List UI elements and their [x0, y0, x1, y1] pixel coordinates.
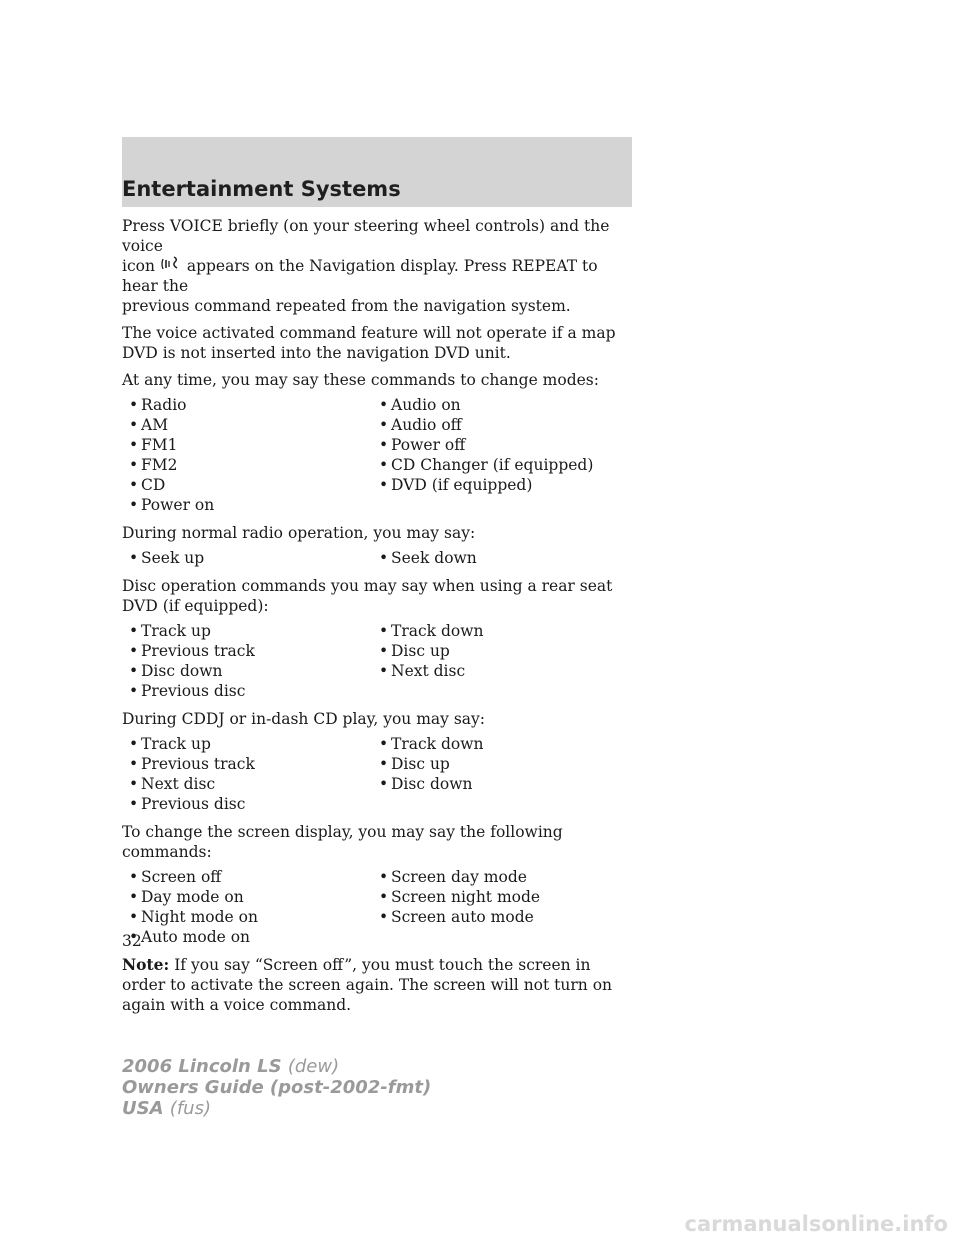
list-item: • Audio off — [372, 415, 622, 435]
list-item: • Disc up — [372, 754, 622, 774]
list-item: • Previous disc — [122, 681, 372, 701]
list-item: • CD — [122, 475, 372, 495]
list-item: • Next disc — [122, 774, 372, 794]
list-item: • AM — [122, 415, 372, 435]
list-item: • Screen night mode — [372, 887, 622, 907]
list-item: • Track up — [122, 734, 372, 754]
list-item: • Disc down — [372, 774, 622, 794]
document-footer — [122, 1056, 431, 1119]
list-item: • Night mode on — [122, 907, 372, 927]
footer-model-code: (dew) — [287, 1056, 340, 1077]
cddj-intro: During CDDJ or in-dash CD play, you may say: — [122, 710, 486, 728]
note-label: Note: — [122, 955, 170, 974]
intro-paragraph — [122, 216, 622, 316]
intro-line-1: Press VOICE briefly (on your steering wheel controls) and the voice — [122, 217, 610, 255]
list-item: • Track down — [372, 734, 622, 754]
list-item: • FM2 — [122, 455, 372, 475]
list-item: • Previous track — [122, 641, 372, 661]
page-content — [122, 216, 622, 1022]
list-item: • Day mode on — [122, 887, 372, 907]
page-number: 32 — [122, 932, 142, 950]
modes-intro: At any time, you may say these commands to change modes: — [122, 371, 599, 389]
list-item: • CD Changer (if equipped) — [372, 455, 622, 475]
dvd-note-paragraph: The voice activated command feature will not operate if a map DVD is not inserted into the navigation DVD unit. — [122, 324, 616, 362]
list-item: • Auto mode on — [122, 927, 372, 947]
list-item: • Seek up — [122, 548, 372, 568]
section-title: Entertainment Systems — [122, 177, 401, 201]
list-item: • Track up — [122, 621, 372, 641]
list-item: • Screen day mode — [372, 867, 622, 887]
section-header — [122, 137, 632, 207]
modes-command-list — [122, 395, 622, 515]
list-item: • Disc up — [372, 641, 622, 661]
list-item: • DVD (if equipped) — [372, 475, 622, 495]
list-item: • Seek down — [372, 548, 622, 568]
note-paragraph — [122, 955, 622, 1015]
list-item: • Previous disc — [122, 794, 372, 814]
rear-dvd-command-list — [122, 621, 622, 701]
intro-icon-word: icon — [122, 257, 155, 275]
footer-market-code: (fus) — [169, 1098, 211, 1119]
watermark: carmanualsonline.info — [684, 1212, 948, 1236]
list-item: • FM1 — [122, 435, 372, 455]
footer-market: USA — [122, 1098, 164, 1119]
screen-intro: To change the screen display, you may say the following commands: — [122, 823, 563, 861]
intro-line-3: previous command repeated from the navigation system. — [122, 297, 571, 315]
cddj-command-list — [122, 734, 622, 814]
intro-line-2: appears on the Navigation display. Press REPEAT to hear the — [122, 257, 598, 295]
list-item: • Screen auto mode — [372, 907, 622, 927]
footer-guide: Owners Guide (post-2002-fmt) — [122, 1077, 432, 1098]
radio-intro: During normal radio operation, you may say: — [122, 524, 476, 542]
list-item: • Screen off — [122, 867, 372, 887]
list-item: • Next disc — [372, 661, 622, 681]
list-item: • Disc down — [122, 661, 372, 681]
screen-command-list — [122, 867, 622, 947]
radio-command-list — [122, 548, 622, 568]
rear-dvd-intro: Disc operation commands you may say when using a rear seat DVD (if equipped): — [122, 577, 613, 615]
list-item: • Track down — [372, 621, 622, 641]
list-item: • Audio on — [372, 395, 622, 415]
voice-icon — [160, 256, 182, 272]
list-item: • Radio — [122, 395, 372, 415]
list-item: • Power off — [372, 435, 622, 455]
note-text: If you say “Screen off”, you must touch the screen in order to activate the screen again. The screen will not turn on again with a voice command. — [122, 956, 613, 1014]
footer-model: 2006 Lincoln LS — [122, 1056, 282, 1077]
list-item: • Power on — [122, 495, 372, 515]
list-item: • Previous track — [122, 754, 372, 774]
